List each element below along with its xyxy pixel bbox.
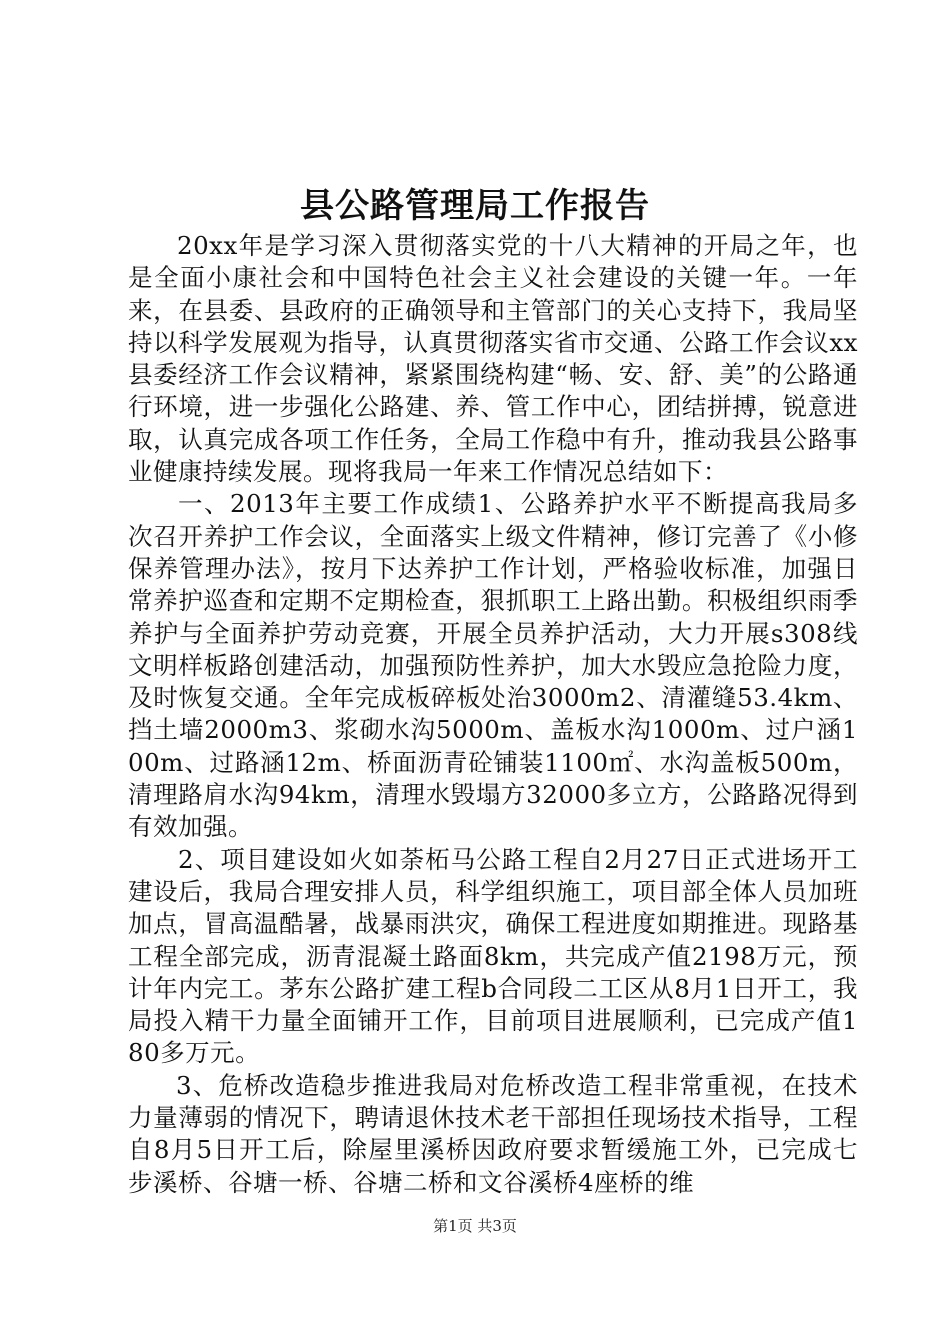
document-body	[128, 230, 858, 1199]
page-number-footer: 第1页 共3页	[433, 1217, 517, 1235]
document-title: 县公路管理局工作报告	[300, 186, 650, 226]
paragraph-projects: 2、项目建设如火如荼柘马公路工程自2月27日正式进场开工建设后，我局合理安排人员，科学组织施工，项目部全体人员加班加点，冒高温酷暑，战暴雨洪灾，确保工程进度如期推进。现路基工程全部完成，沥青混凝土路面8km，共完成产值2198万元，预计年内完工。茅东公路扩建工程b合同段二工区从8月1日开工，我局投入精干力量全面铺开工作，目前项目进展顺利，已完成产值180多万元。	[128, 844, 858, 1068]
paragraph-achievements: 一、2013年主要工作成绩1、公路养护水平不断提高我局多次召开养护工作会议，全面落实上级文件精神，修订完善了《小修保养管理办法》，按月下达养护工作计划，严格验收标准，加强日常养护巡查和定期不定期检查，狠抓职工上路出勤。积极组织雨季养护与全面养护劳动竞赛，开展全员养护活动，大力开展s308线文明样板路创建活动，加强预防性养护，加大水毁应急抢险力度，及时恢复交通。全年完成板碎板处治3000m2、清灌缝53.4km、挡土墙2000m3、浆砌水沟5000m、盖板水沟1000m、过户涵100m、过路涵12m、桥面沥青砼铺装1100㎡、水沟盖板500m，清理路肩水沟94km，清理水毁塌方32000多立方，公路路况得到有效加强。	[128, 489, 858, 842]
paragraph-bridges: 3、危桥改造稳步推进我局对危桥改造工程非常重视，在技术力量薄弱的情况下，聘请退休技术老干部担任现场技术指导，工程自8月5日开工后，除屋里溪桥因政府要求暂缓施工外，已完成七步溪桥、谷塘一桥、谷塘二桥和文谷溪桥4座桥的维	[128, 1070, 858, 1197]
paragraph-intro: 20xx年是学习深入贯彻落实党的十八大精神的开局之年，也是全面小康社会和中国特色社会主义社会建设的关键一年。一年来，在县委、县政府的正确领导和主管部门的关心支持下，我局坚持以科学发展观为指导，认真贯彻落实省市交通、公路工作会议xx县委经济工作会议精神，紧紧围绕构建“畅、安、舒、美”的公路通行环境，进一步强化公路建、养、管工作中心，团结拼搏，锐意进取，认真完成各项工作任务，全局工作稳中有升，推动我县公路事业健康持续发展。现将我局一年来工作情况总结如下：	[128, 231, 858, 487]
